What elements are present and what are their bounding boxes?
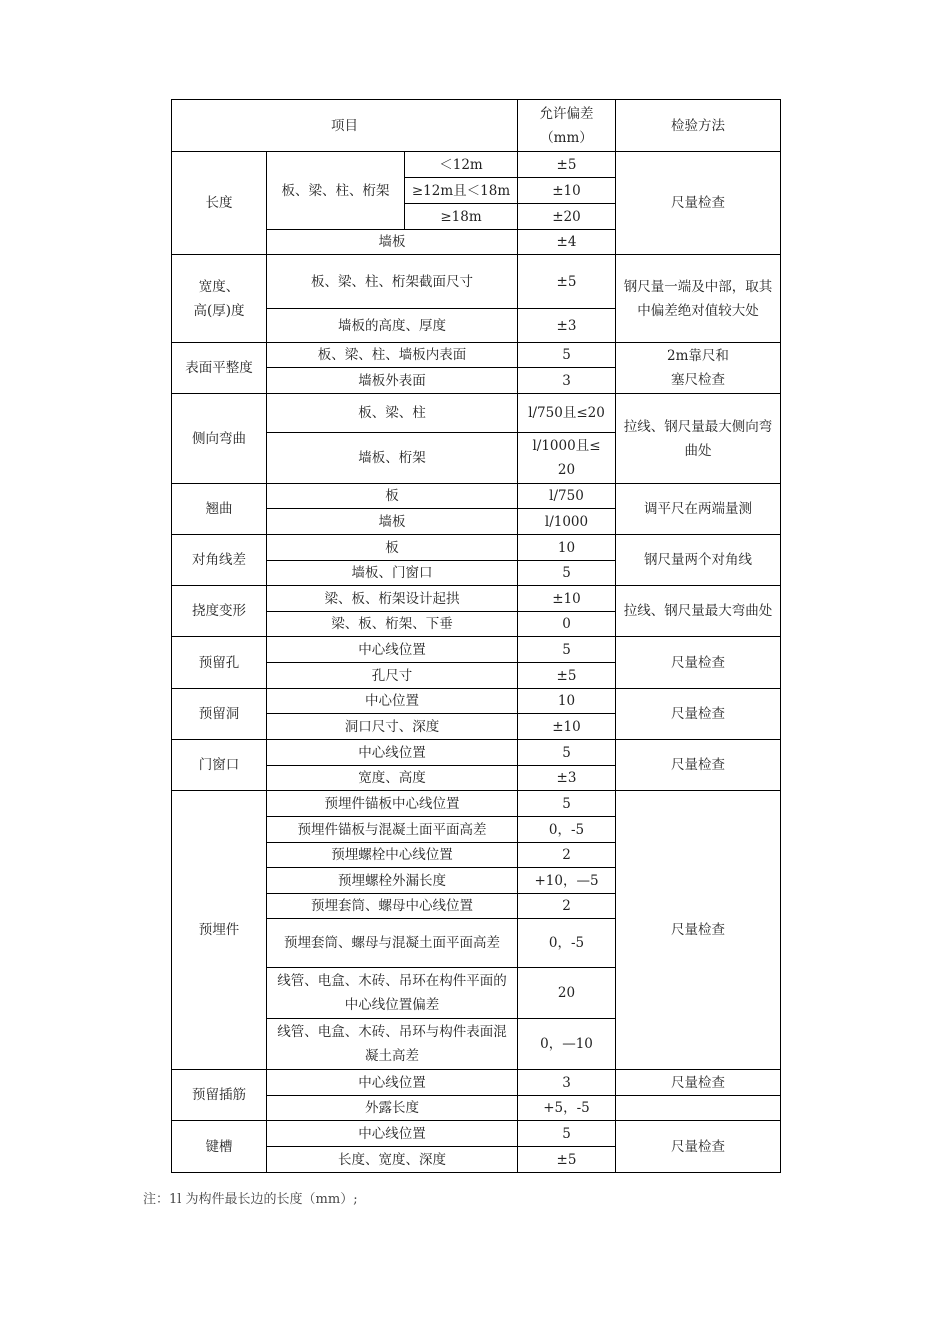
item-cell: 宽度、高度 xyxy=(267,766,518,791)
category-label: 门窗口 xyxy=(172,740,267,791)
tolerance-cell: ±3 xyxy=(518,309,616,343)
tolerance-cell: 5 xyxy=(518,791,616,817)
item-cell: 预埋件锚板中心线位置 xyxy=(267,791,518,817)
header-tolerance: 允许偏差 （mm） xyxy=(518,100,616,152)
method-cell-empty xyxy=(616,1096,781,1121)
item-cell: 板 xyxy=(267,535,518,561)
tolerance-table xyxy=(171,99,781,1173)
tolerance-cell: 0，—10 xyxy=(518,1019,616,1070)
table-row xyxy=(172,689,781,714)
item-cell: 墙板、桁架 xyxy=(267,433,518,484)
method-cell: 拉线、钢尺量最大弯曲处 xyxy=(616,586,781,637)
tolerance-cell: ±10 xyxy=(518,586,616,612)
table-row xyxy=(172,1070,781,1096)
category-label: 长度 xyxy=(172,152,267,255)
tolerance-cell: 2 xyxy=(518,843,616,868)
item-cell: 预埋件锚板与混凝土面平面高差 xyxy=(267,817,518,843)
tolerance-cell: ±5 xyxy=(518,1147,616,1173)
tolerance-cell: ±4 xyxy=(518,230,616,255)
tolerance-cell: l/750且≤20 xyxy=(518,394,616,433)
item-cell: 洞口尺寸、深度 xyxy=(267,714,518,740)
method-cell: 尺量检查 xyxy=(616,791,781,1070)
tolerance-cell: ±5 xyxy=(518,255,616,309)
tolerance-cell: +10，—5 xyxy=(518,868,616,894)
category-label: 预留洞 xyxy=(172,689,267,740)
method-cell: 尺量检查 xyxy=(616,1121,781,1173)
item-cell: 中心线位置 xyxy=(267,1121,518,1147)
table-row xyxy=(172,535,781,561)
item-cell: 中心线位置 xyxy=(267,1070,518,1096)
item-cell: 线管、电盒、木砖、吊环在构件平面的中心线位置偏差 xyxy=(267,968,518,1019)
tolerance-cell: ±5 xyxy=(518,663,616,689)
category-label: 翘曲 xyxy=(172,484,267,535)
item-cell: 墙板外表面 xyxy=(267,368,518,394)
item-cell: 预埋螺栓外漏长度 xyxy=(267,868,518,894)
item-cell: 墙板 xyxy=(267,230,518,255)
table-row xyxy=(172,791,781,817)
category-label: 预留孔 xyxy=(172,637,267,689)
condition-cell: ≥18m xyxy=(405,204,518,230)
item-cell: 预埋套筒、螺母与混凝土面平面高差 xyxy=(267,919,518,968)
table-row xyxy=(172,484,781,509)
item-cell: 中心线位置 xyxy=(267,740,518,766)
method-cell: 尺量检查 xyxy=(616,689,781,740)
tolerance-cell: 3 xyxy=(518,1070,616,1096)
table-header-row xyxy=(172,100,781,152)
table-row xyxy=(172,394,781,433)
item-cell: 板、梁、柱、桁架截面尺寸 xyxy=(267,255,518,309)
category-label: 宽度、 高(厚)度 xyxy=(172,255,267,343)
item-cell: 外露长度 xyxy=(267,1096,518,1121)
tolerance-cell: +5，-5 xyxy=(518,1096,616,1121)
tolerance-cell: 5 xyxy=(518,637,616,663)
method-cell: 尺量检查 xyxy=(616,637,781,689)
item-cell: 墙板 xyxy=(267,509,518,535)
item-cell: 长度、宽度、深度 xyxy=(267,1147,518,1173)
category-label: 侧向弯曲 xyxy=(172,394,267,484)
item-cell: 板、梁、柱、墙板内表面 xyxy=(267,343,518,368)
table-row xyxy=(172,637,781,663)
table-row xyxy=(172,255,781,309)
category-label: 预埋件 xyxy=(172,791,267,1070)
table-row xyxy=(172,343,781,368)
table-row xyxy=(172,152,781,178)
tolerance-cell: ±3 xyxy=(518,766,616,791)
category-label: 对角线差 xyxy=(172,535,267,586)
method-cell: 尺量检查 xyxy=(616,740,781,791)
category-label: 预留插筋 xyxy=(172,1070,267,1121)
method-cell: 钢尺量两个对角线 xyxy=(616,535,781,586)
tolerance-cell: 2 xyxy=(518,894,616,919)
item-cell: 墙板的高度、厚度 xyxy=(267,309,518,343)
category-label: 键槽 xyxy=(172,1121,267,1173)
tolerance-cell: 0，-5 xyxy=(518,817,616,843)
tolerance-cell: l/1000且≤ 20 xyxy=(518,433,616,484)
method-cell: 2m靠尺和 塞尺检查 xyxy=(616,343,781,394)
item-cell: 中心位置 xyxy=(267,689,518,714)
tolerance-cell: 5 xyxy=(518,561,616,586)
tolerance-cell: l/1000 xyxy=(518,509,616,535)
method-cell: 钢尺量一端及中部，取其中偏差绝对值较大处 xyxy=(616,255,781,343)
tolerance-cell: 3 xyxy=(518,368,616,394)
item-cell: 板 xyxy=(267,484,518,509)
item-cell: 预埋套筒、螺母中心线位置 xyxy=(267,894,518,919)
table-row xyxy=(172,740,781,766)
condition-cell: ≥12m且＜18m xyxy=(405,178,518,204)
method-cell: 尺量检查 xyxy=(616,152,781,255)
item-cell: 梁、板、桁架设计起拱 xyxy=(267,586,518,612)
category-label: 表面平整度 xyxy=(172,343,267,394)
item-cell: 墙板、门窗口 xyxy=(267,561,518,586)
item-cell: 中心线位置 xyxy=(267,637,518,663)
method-cell: 调平尺在两端量测 xyxy=(616,484,781,535)
tolerance-cell: l/750 xyxy=(518,484,616,509)
method-cell: 拉线、钢尺量最大侧向弯曲处 xyxy=(616,394,781,484)
method-cell: 尺量检查 xyxy=(616,1070,781,1096)
tolerance-cell: 5 xyxy=(518,740,616,766)
tolerance-cell: ±10 xyxy=(518,714,616,740)
table-row xyxy=(172,1121,781,1147)
table-row xyxy=(172,586,781,612)
item-cell: 线管、电盒、木砖、吊环与构件表面混凝土高差 xyxy=(267,1019,518,1070)
header-item: 项目 xyxy=(172,100,518,152)
tolerance-cell: 20 xyxy=(518,968,616,1019)
tolerance-cell: 10 xyxy=(518,689,616,714)
tolerance-cell: ±5 xyxy=(518,152,616,178)
item-cell: 板、梁、柱 xyxy=(267,394,518,433)
sub-item: 板、梁、柱、桁架 xyxy=(267,152,405,230)
tolerance-cell: 0，-5 xyxy=(518,919,616,968)
header-method: 检验方法 xyxy=(616,100,781,152)
item-cell: 梁、板、桁架、下垂 xyxy=(267,612,518,637)
tolerance-cell: 5 xyxy=(518,343,616,368)
tolerance-cell: ±10 xyxy=(518,178,616,204)
tolerance-cell: ±20 xyxy=(518,204,616,230)
item-cell: 孔尺寸 xyxy=(267,663,518,689)
tolerance-cell: 5 xyxy=(518,1121,616,1147)
condition-cell: ＜12m xyxy=(405,152,518,178)
tolerance-cell: 0 xyxy=(518,612,616,637)
tolerance-cell: 10 xyxy=(518,535,616,561)
item-cell: 预埋螺栓中心线位置 xyxy=(267,843,518,868)
footnote: 注：1l 为构件最长边的长度（mm）; xyxy=(143,1192,358,1207)
category-label: 挠度变形 xyxy=(172,586,267,637)
